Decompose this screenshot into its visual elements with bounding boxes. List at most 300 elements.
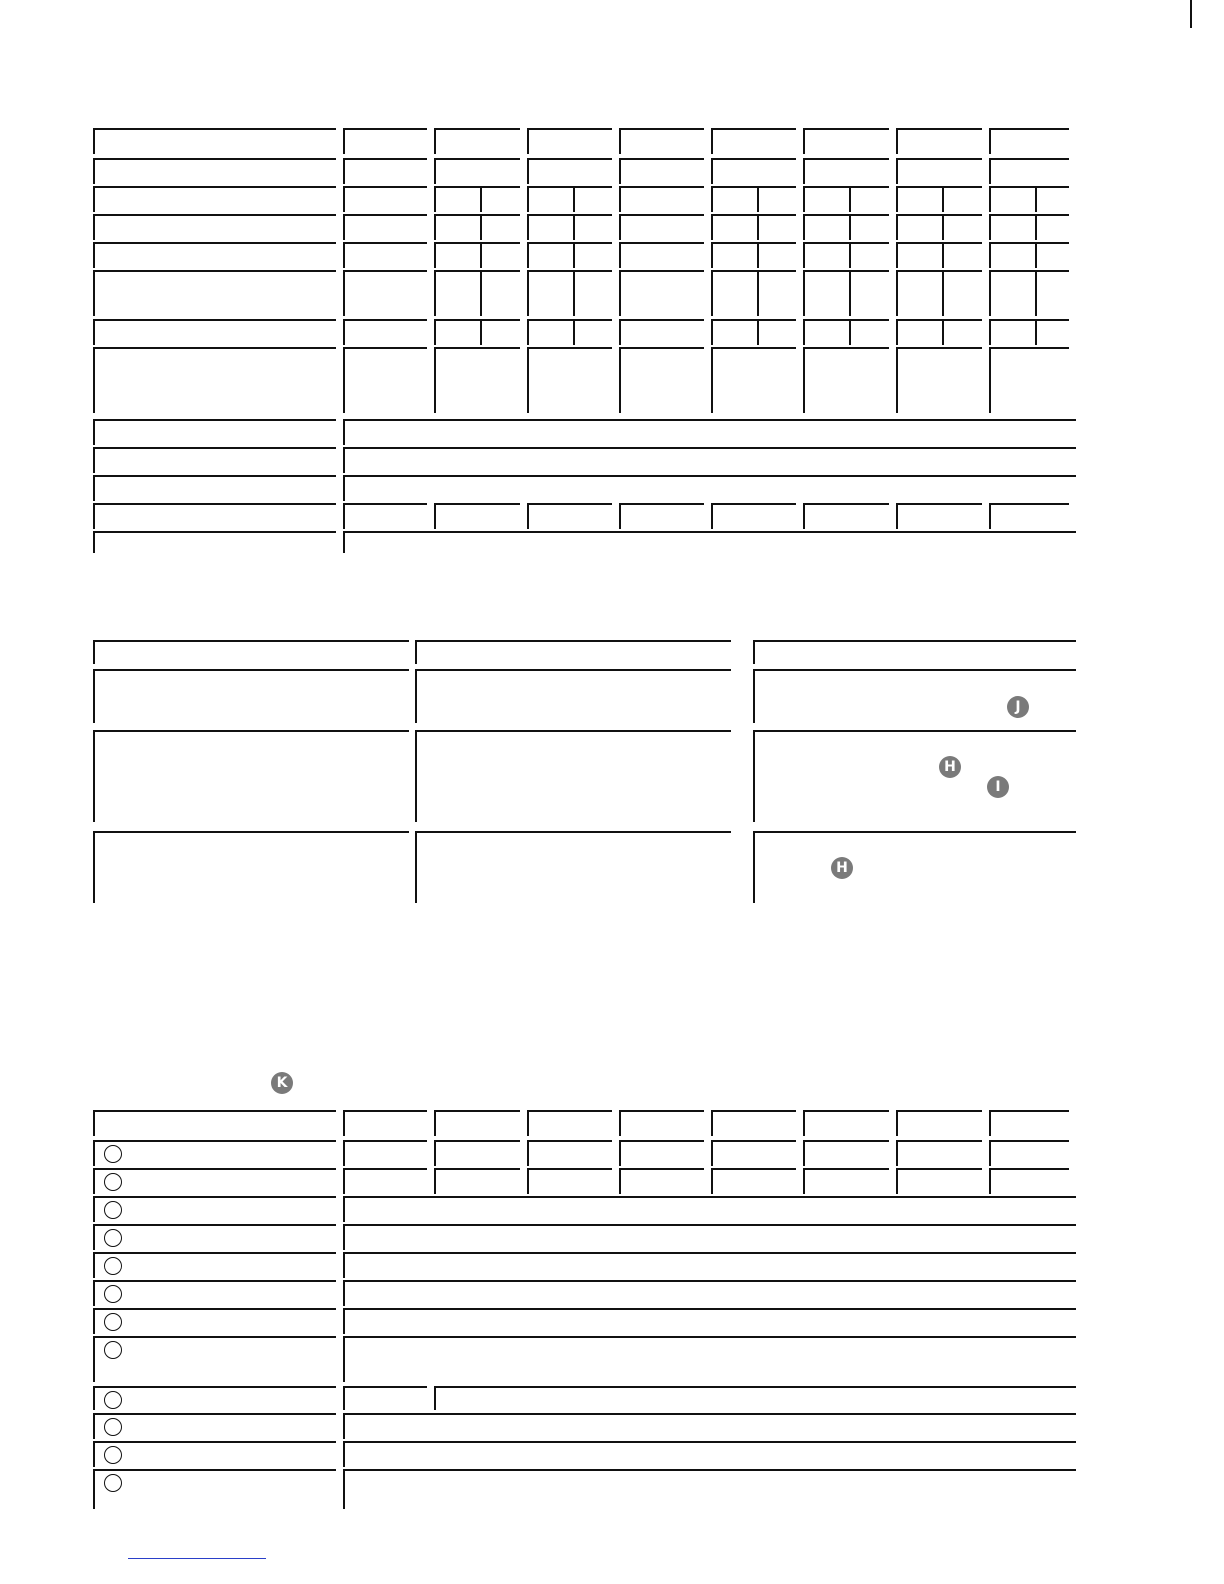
column-divider [343,1140,345,1166]
table-row-rule [619,158,704,160]
column-divider [711,128,713,154]
table-row-rule [711,158,796,160]
column-divider [343,347,345,413]
table-row-rule [803,158,889,160]
column-divider [93,669,95,723]
table-row-rule [896,270,982,272]
table-row-rule [989,214,1069,216]
table-row-rule [619,319,704,321]
table-row-rule [896,347,982,349]
column-divider [527,1110,529,1136]
column-divider [989,128,991,154]
table-row-rule [343,1441,1076,1443]
row-label-left-edge [93,1308,95,1334]
table-row-rule [93,214,336,216]
sub-column-divider [1035,186,1037,212]
table-row-rule [93,1280,336,1282]
table-row-rule [803,1168,889,1170]
table-row-rule [896,1168,982,1170]
column-divider [434,503,436,529]
table-row-rule [803,214,889,216]
column-divider [711,1110,713,1136]
table-row-rule [93,1168,336,1170]
column-divider [803,503,805,529]
column-divider [896,242,898,268]
table-row-rule [93,1413,336,1415]
table-row-rule [527,1140,612,1142]
row-label-left-edge [93,1441,95,1467]
column-divider [711,242,713,268]
table-row-rule [434,158,520,160]
merged-cell-left-edge [343,475,345,501]
table-row-rule [434,1110,520,1112]
column-divider [803,158,805,184]
table-row-rule [803,1110,889,1112]
table-row-rule [619,186,704,188]
callout-badge-i: I [987,776,1009,798]
column-divider [803,347,805,413]
column-divider [896,186,898,212]
table-row-rule [343,1140,427,1142]
table-row-rule [711,1140,796,1142]
column-divider [989,186,991,212]
column-divider [434,1386,436,1410]
table-row-rule [343,1469,1076,1471]
table-row-rule [527,270,612,272]
column-divider [434,214,436,240]
table-row-rule [711,270,796,272]
merged-cell-left-edge [343,1413,345,1439]
row-label-left-edge [93,531,95,553]
column-divider [527,158,529,184]
table-row-rule [93,347,336,349]
table-row-rule [343,1252,1076,1254]
column-divider [896,1168,898,1194]
column-divider [415,831,417,903]
table-row-rule [434,1168,520,1170]
row-number-marker [104,1418,122,1436]
sub-column-divider [1035,319,1037,345]
table-row-rule [343,531,1076,533]
row-label-left-edge [93,1413,95,1439]
column-divider [803,242,805,268]
table-row-rule [93,158,336,160]
sub-column-divider [942,242,944,268]
column-divider [896,128,898,154]
column-divider [711,503,713,529]
table-row-rule [93,128,336,130]
table-row-rule [527,214,612,216]
table-row-rule [896,242,982,244]
column-divider [619,158,621,184]
column-divider [989,1140,991,1166]
table-row-rule [803,503,889,505]
column-divider [415,640,417,664]
column-divider [93,831,95,903]
table-row-rule [434,1140,520,1142]
table-row-rule [896,503,982,505]
column-divider [896,270,898,316]
row-number-marker [104,1391,122,1409]
table-row-rule [527,186,612,188]
table-row-rule [343,214,427,216]
table-row-rule [93,1252,336,1254]
column-divider [527,270,529,316]
table-row-rule [343,1413,1076,1415]
column-divider [803,319,805,345]
sub-column-divider [573,270,575,316]
table-row-rule [527,1168,612,1170]
table-row-rule [803,128,889,130]
table-row-rule [619,1110,704,1112]
column-divider [896,347,898,413]
column-divider [527,347,529,413]
column-divider [527,1140,529,1166]
column-divider [989,1168,991,1194]
table-row-rule [711,503,796,505]
column-divider [527,319,529,345]
column-divider [803,128,805,154]
column-divider [896,214,898,240]
row-number-marker [104,1201,122,1219]
row-number-marker [104,1285,122,1303]
merged-cell-left-edge [343,1441,345,1467]
table-row-rule [343,347,427,349]
table-row-rule [803,186,889,188]
column-divider [619,319,621,345]
table-row-rule [93,640,409,642]
table-row-rule [93,270,336,272]
table-row-rule [896,158,982,160]
table-row-rule [93,1308,336,1310]
table-row-rule [343,1308,1076,1310]
footer-link-underline[interactable] [128,1558,266,1559]
table-row-rule [93,475,336,477]
sub-column-divider [757,242,759,268]
sub-column-divider [849,186,851,212]
row-label-left-edge [93,1196,95,1222]
table-row-rule [619,1168,704,1170]
table-row-rule [711,1110,796,1112]
table-row-rule [711,319,796,321]
column-divider [343,1110,345,1136]
table-row-rule [343,475,1076,477]
sub-column-divider [573,242,575,268]
column-divider [989,270,991,316]
column-divider [803,1168,805,1194]
column-divider [989,503,991,529]
table-row-rule [93,419,336,421]
table-row-rule [803,1140,889,1142]
table-row-rule [803,270,889,272]
table-row-rule [896,128,982,130]
table-row-rule [527,503,612,505]
table-row-rule [343,1224,1076,1226]
table-row-rule [93,319,336,321]
table-row-rule [434,214,520,216]
sub-column-divider [942,186,944,212]
column-divider [803,1140,805,1166]
table-row-rule [753,669,1076,671]
table-row-rule [93,669,409,671]
column-divider [711,319,713,345]
table-row-rule [753,831,1076,833]
row-label-left-edge [93,1336,95,1382]
sub-column-divider [849,270,851,316]
merged-cell-left-edge [343,447,345,473]
column-divider [711,214,713,240]
row-label-left-edge [93,158,95,184]
table-row-rule [803,347,889,349]
table-row-rule [93,1336,336,1338]
column-divider [896,1110,898,1136]
sub-column-divider [849,242,851,268]
table-row-rule [989,1140,1069,1142]
column-divider [989,1110,991,1136]
table-row-rule [896,1110,982,1112]
row-label-left-edge [93,1140,95,1166]
merged-cell-left-edge [343,1280,345,1306]
column-divider [803,1110,805,1136]
table-row-rule [93,1469,336,1471]
column-divider [619,128,621,154]
table-row-rule [343,242,427,244]
callout-badge-h: H [831,857,853,879]
row-label-left-edge [93,186,95,212]
column-divider [619,1140,621,1166]
table-row-rule [434,242,520,244]
column-divider [619,242,621,268]
column-divider [343,270,345,316]
table-row-rule [989,347,1069,349]
table-row-rule [434,186,520,188]
table-row-rule [619,347,704,349]
column-divider [711,347,713,413]
table-row-rule [93,730,409,732]
column-divider [711,158,713,184]
sub-column-divider [849,319,851,345]
sub-column-divider [573,319,575,345]
column-divider [753,831,755,903]
table-row-rule [989,128,1069,130]
merged-cell-left-edge [343,531,345,553]
merged-cell-left-edge [343,1308,345,1334]
table-row-rule [896,1140,982,1142]
row-label-left-edge [93,270,95,316]
sub-column-divider [942,214,944,240]
column-divider [415,669,417,723]
table-row-rule [93,186,336,188]
table-row-rule [619,128,704,130]
column-divider [434,270,436,316]
column-divider [803,214,805,240]
column-divider [803,186,805,212]
table-row-rule [619,1140,704,1142]
merged-cell-left-edge [343,1252,345,1278]
column-divider [343,158,345,184]
column-divider [527,186,529,212]
column-divider [434,1110,436,1136]
table-row-rule [803,319,889,321]
table-row-rule [343,1280,1076,1282]
column-divider [989,242,991,268]
callout-badge-j: J [1007,696,1029,718]
column-divider [527,214,529,240]
table-row-rule [527,319,612,321]
sub-column-divider [942,270,944,316]
table-row-rule [343,419,1076,421]
column-divider [434,1168,436,1194]
column-divider [343,1168,345,1194]
column-divider [527,128,529,154]
column-divider [343,242,345,268]
row-label-left-edge [93,503,95,529]
column-divider [803,270,805,316]
table-row-rule [619,503,704,505]
column-divider [93,730,95,822]
table-row-rule [343,447,1076,449]
column-divider [343,319,345,345]
table-row-rule [989,242,1069,244]
table-row-rule [93,1140,336,1142]
column-divider [343,186,345,212]
merged-cell-left-edge [343,1336,345,1382]
column-divider [619,1110,621,1136]
table-row-rule [896,214,982,216]
table-row-rule [343,319,427,321]
table-row-rule [434,347,520,349]
table-row-rule [93,1110,336,1112]
table-row-rule [434,270,520,272]
table-row-rule [93,1386,336,1388]
column-divider [415,730,417,822]
table-row-rule [711,242,796,244]
column-divider [896,158,898,184]
column-divider [343,128,345,154]
row-label-left-edge [93,1252,95,1278]
row-label-left-edge [93,347,95,413]
row-label-left-edge [93,1168,95,1194]
column-divider [711,1140,713,1166]
column-divider [434,186,436,212]
table-row-rule [803,242,889,244]
column-divider [434,347,436,413]
row-number-marker [104,1313,122,1331]
table-row-rule [896,319,982,321]
row-label-left-edge [93,1110,95,1136]
table-row-rule [527,1110,612,1112]
column-divider [343,214,345,240]
sub-column-divider [1035,214,1037,240]
column-divider [527,242,529,268]
sub-column-divider [757,214,759,240]
merged-cell-left-edge [343,1224,345,1250]
column-divider [619,270,621,316]
row-number-marker [104,1341,122,1359]
table-row-rule [989,270,1069,272]
table-row-rule [711,128,796,130]
table-row-rule [711,186,796,188]
sub-column-divider [757,319,759,345]
table-row-rule [527,128,612,130]
merged-cell-left-edge [343,1469,345,1509]
row-label-left-edge [93,1224,95,1250]
table-row-rule [989,319,1069,321]
table-row-rule [527,158,612,160]
column-divider [434,128,436,154]
column-divider [619,1168,621,1194]
column-divider [896,503,898,529]
table-row-rule [753,640,1076,642]
column-divider [343,503,345,529]
row-number-marker [104,1145,122,1163]
table-row-rule [343,128,427,130]
table-row-rule [343,1336,1076,1338]
column-divider [434,319,436,345]
row-label-left-edge [93,128,95,154]
table-row-rule [93,447,336,449]
table-row-rule [415,640,731,642]
table-row-rule [343,186,427,188]
column-divider [989,347,991,413]
table-row-rule [343,1386,427,1388]
table-row-rule [619,270,704,272]
row-number-marker [104,1257,122,1275]
column-divider [989,158,991,184]
table-row-rule [753,730,1076,732]
table-row-rule [434,319,520,321]
table-row-rule [93,531,336,533]
sub-column-divider [1035,242,1037,268]
sub-column-divider [1035,270,1037,316]
table-row-rule [343,158,427,160]
sub-column-divider [757,186,759,212]
sub-column-divider [480,319,482,345]
table-row-rule [93,1224,336,1226]
sub-column-divider [573,214,575,240]
table-row-rule [619,242,704,244]
table-row-rule [93,503,336,505]
row-label-left-edge [93,447,95,473]
row-label-left-edge [93,475,95,501]
table-row-rule [343,503,427,505]
column-divider [753,669,755,723]
table-row-rule [989,1168,1069,1170]
table-row-rule [527,347,612,349]
column-divider [896,1140,898,1166]
column-divider [989,214,991,240]
column-divider [434,158,436,184]
column-divider [711,186,713,212]
table-row-rule [434,128,520,130]
row-label-left-edge [93,1386,95,1410]
table-row-rule [711,1168,796,1170]
sub-column-divider [757,270,759,316]
table-row-rule [93,1196,336,1198]
sub-column-divider [480,186,482,212]
table-row-rule [415,831,731,833]
table-row-rule [93,242,336,244]
column-divider [527,503,529,529]
row-number-marker [104,1474,122,1492]
column-divider [711,1168,713,1194]
table-row-rule [343,1110,427,1112]
sub-column-divider [849,214,851,240]
table-row-rule [343,270,427,272]
column-divider [343,1386,345,1410]
table-row-rule [989,186,1069,188]
table-row-rule [415,730,731,732]
